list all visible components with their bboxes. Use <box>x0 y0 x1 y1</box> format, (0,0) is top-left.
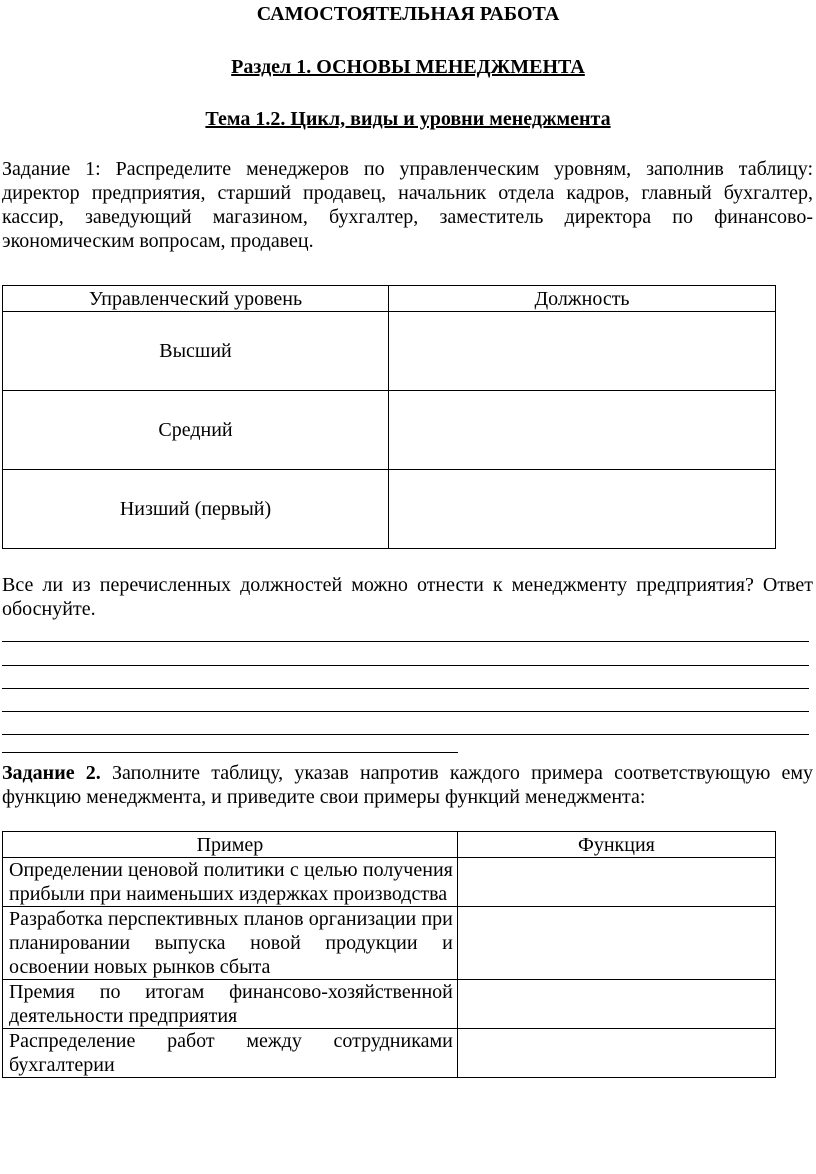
function-cell[interactable] <box>457 980 775 1029</box>
example-cell: Разработка перспективных планов организации при планировании выпуска новой продукции и освоении новых рынков сбыта <box>3 907 458 980</box>
example-cell: Распределение работ между сотрудниками бухгалтерии <box>3 1029 458 1078</box>
position-cell[interactable] <box>389 470 776 549</box>
example-cell: Премия по итогам финансово-хозяйственной деятельности предприятия <box>3 980 458 1029</box>
column-header-position: Должность <box>389 286 776 312</box>
table-row <box>3 391 776 470</box>
task2-label: Задание 2. <box>2 762 101 784</box>
answer-line[interactable] <box>2 665 809 666</box>
example-cell: Определении ценовой политики с целью получения прибыли при наименьших издержках производства <box>3 858 458 907</box>
answer-line[interactable] <box>2 711 809 712</box>
answer-line[interactable] <box>2 688 809 689</box>
table-row <box>3 980 776 1029</box>
function-cell[interactable] <box>457 1029 775 1078</box>
section-title: Раздел 1. ОСНОВЫ МЕНЕДЖМЕНТА <box>231 56 585 78</box>
table-header-row <box>3 286 776 312</box>
answer-line[interactable] <box>2 641 809 642</box>
function-cell[interactable] <box>457 858 775 907</box>
column-header-level: Управленческий уровень <box>3 286 389 312</box>
level-cell: Высший <box>3 312 389 391</box>
level-cell: Средний <box>3 391 389 470</box>
column-header-function: Функция <box>457 832 775 858</box>
position-cell[interactable] <box>389 312 776 391</box>
table-row <box>3 907 776 980</box>
column-header-example: Пример <box>3 832 458 858</box>
management-levels-table <box>2 285 776 549</box>
answer-line[interactable] <box>2 752 458 753</box>
position-cell[interactable] <box>389 391 776 470</box>
level-cell: Низший (первый) <box>3 470 389 549</box>
task2-text: Заполните таблицу, указав напротив каждого примера соответствующую ему функцию менеджмента, и приведите свои примеры функций менеджмента: <box>2 762 813 808</box>
task1-instructions: Задание 1: Распределите менеджеров по управленческим уровням, заполнив таблицу: директор предприятия, старший продавец, начальник отдела кадров, главный бухгалтер, кассир, заведующий магазином, бухгалтер, заместитель директора по финансово-экономическим вопросам, продавец. <box>2 158 813 252</box>
task2-instructions <box>2 761 813 809</box>
table-row <box>3 858 776 907</box>
table-row <box>3 312 776 391</box>
table-row <box>3 1029 776 1078</box>
answer-line[interactable] <box>2 734 809 735</box>
task1-question: Все ли из перечисленных должностей можно отнести к менеджменту предприятия? Ответ обоснуйте. <box>2 574 813 620</box>
management-functions-table <box>2 831 776 1078</box>
topic-title: Тема 1.2. Цикл, виды и уровни менеджмента <box>205 108 611 130</box>
function-cell[interactable] <box>457 907 775 980</box>
table-row <box>3 470 776 549</box>
table-header-row <box>3 832 776 858</box>
document-title: САМОСТОЯТЕЛЬНАЯ РАБОТА <box>256 3 560 25</box>
